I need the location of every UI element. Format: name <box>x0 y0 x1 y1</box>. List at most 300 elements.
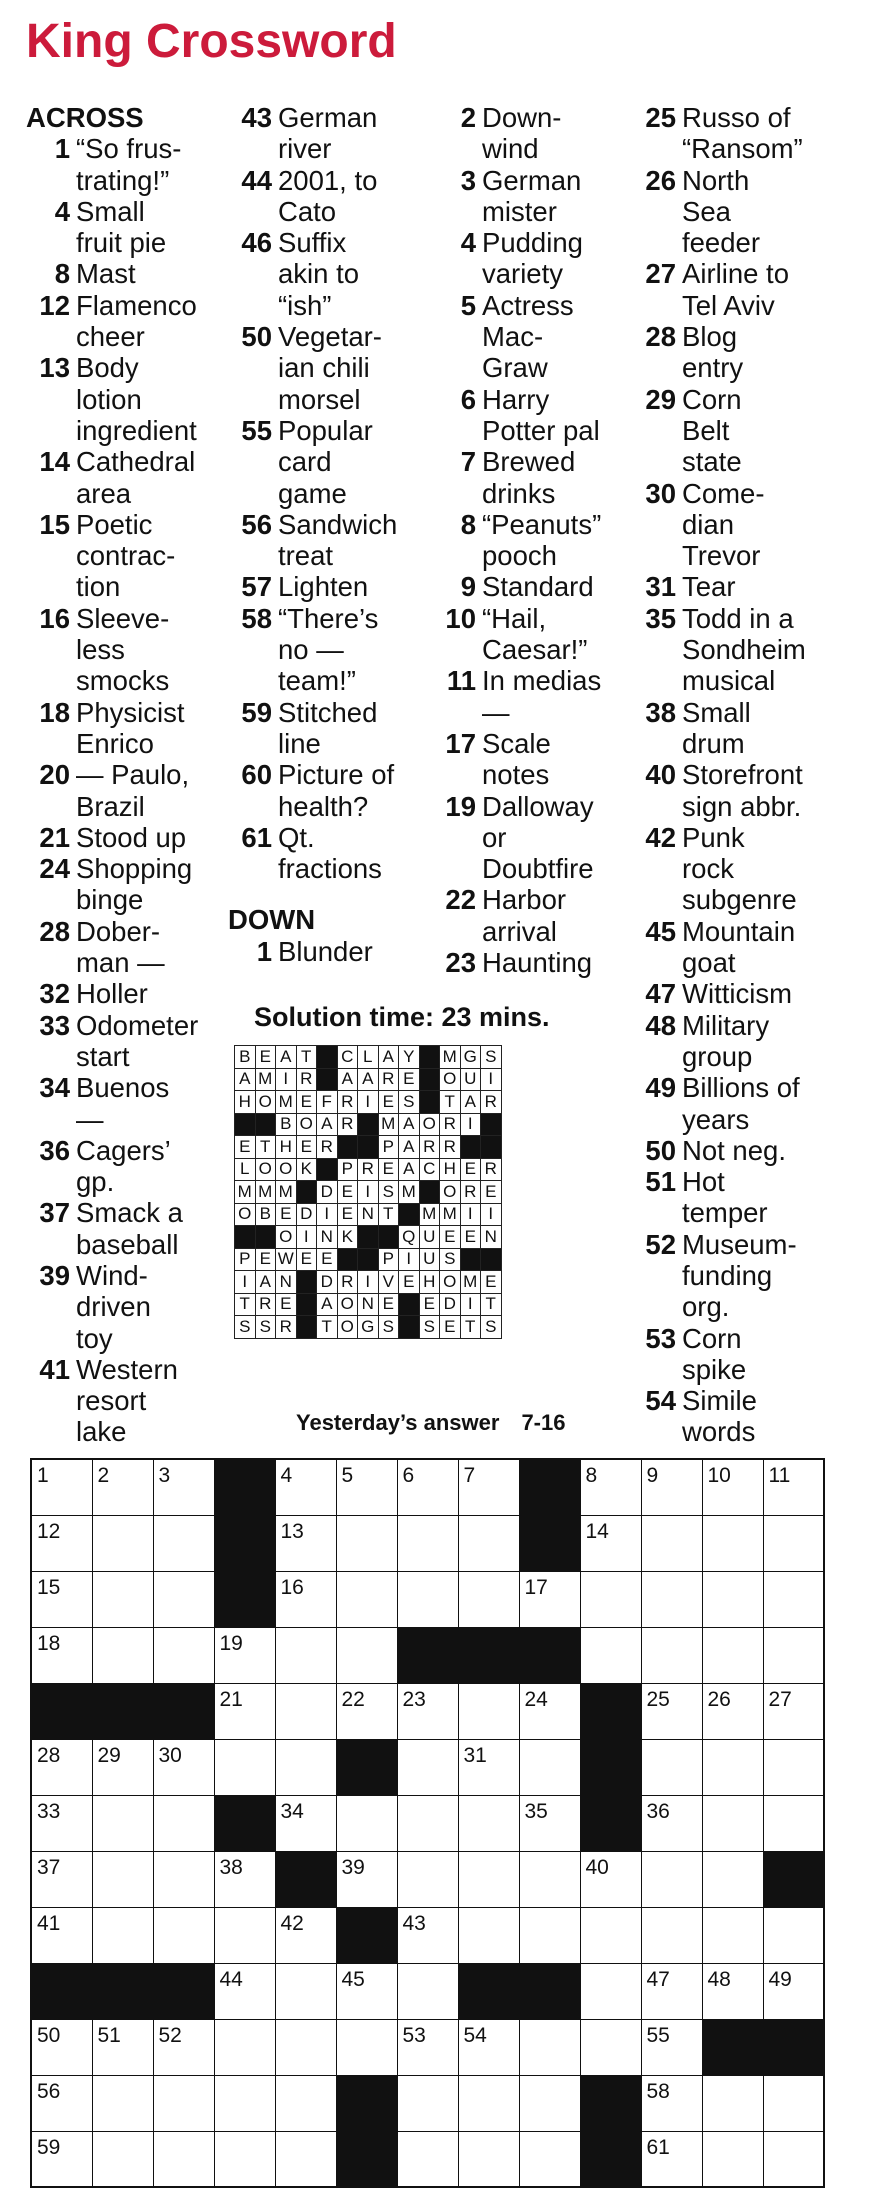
grid-cell[interactable] <box>275 2131 336 2187</box>
grid-cell[interactable] <box>153 1627 214 1683</box>
cell-number: 35 <box>524 1799 548 1823</box>
grid-cell[interactable] <box>214 1683 275 1739</box>
clue-text: Brewed drinks <box>482 446 576 509</box>
grid-block <box>397 1627 458 1683</box>
across-clue <box>26 916 226 979</box>
clue-text: Western resort lake <box>76 1353 178 1448</box>
grid-cell[interactable] <box>92 1627 153 1683</box>
grid-row <box>31 1739 824 1795</box>
grid-cell[interactable] <box>31 1515 92 1571</box>
grid-row <box>31 1851 824 1907</box>
grid-cell[interactable] <box>336 1627 397 1683</box>
answer-cell: R <box>481 1091 502 1114</box>
down-clue <box>432 446 632 509</box>
grid-cell[interactable] <box>641 1571 702 1627</box>
grid-cell[interactable] <box>763 1571 824 1627</box>
grid-block <box>92 1683 153 1739</box>
cell-number: 36 <box>646 1799 670 1823</box>
grid-cell[interactable] <box>92 1795 153 1851</box>
grid-cell[interactable] <box>153 2019 214 2075</box>
cell-number: 17 <box>524 1575 548 1599</box>
grid-cell[interactable] <box>214 1963 275 2019</box>
grid-cell[interactable] <box>702 2131 763 2187</box>
answer-cell: E <box>378 1158 399 1181</box>
grid-cell[interactable] <box>519 1571 580 1627</box>
grid-cell[interactable] <box>336 1459 397 1515</box>
grid-block <box>519 1627 580 1683</box>
answer-cell: N <box>358 1203 379 1226</box>
grid-cell[interactable] <box>763 1907 824 1963</box>
answer-row <box>235 1293 502 1316</box>
answer-cell: D <box>317 1271 338 1294</box>
answer-cell: S <box>440 1248 461 1271</box>
grid-cell[interactable] <box>519 1851 580 1907</box>
grid-cell[interactable] <box>458 1459 519 1515</box>
answer-cell: E <box>378 1293 399 1316</box>
answer-cell: M <box>255 1181 276 1204</box>
grid-cell[interactable] <box>702 1851 763 1907</box>
clue-text: Sandwich treat <box>278 508 398 572</box>
grid-cell[interactable] <box>641 2131 702 2187</box>
grid-cell[interactable] <box>641 1907 702 1963</box>
clue-number: 1 <box>256 935 272 967</box>
down-clue <box>432 290 632 384</box>
grid-cell[interactable] <box>580 2019 641 2075</box>
grid-cell[interactable] <box>153 1571 214 1627</box>
grid-cell[interactable] <box>702 1963 763 2019</box>
across-clue <box>26 1135 226 1198</box>
clue-number: 47 <box>645 978 676 1010</box>
clue-text: Flamenco cheer <box>76 289 197 353</box>
clue-number: 28 <box>645 321 676 353</box>
answer-cell: O <box>440 1271 461 1294</box>
grid-cell[interactable] <box>92 2019 153 2075</box>
answer-cell: R <box>337 1113 358 1136</box>
grid-cell[interactable] <box>763 1963 824 2019</box>
grid-cell[interactable] <box>580 1963 641 2019</box>
grid-cell[interactable] <box>641 2019 702 2075</box>
grid-cell[interactable] <box>641 2075 702 2131</box>
answer-cell: T <box>460 1316 481 1339</box>
grid-cell[interactable] <box>153 2075 214 2131</box>
grid-cell[interactable] <box>31 2075 92 2131</box>
grid-cell[interactable] <box>336 1515 397 1571</box>
clue-number: 16 <box>39 602 70 634</box>
grid-cell[interactable] <box>275 1795 336 1851</box>
clue-number: 36 <box>39 1134 70 1166</box>
grid-cell[interactable] <box>580 1571 641 1627</box>
grid-block <box>519 1459 580 1515</box>
grid-cell[interactable] <box>702 1459 763 1515</box>
answer-cell: E <box>255 1248 276 1271</box>
grid-block <box>153 1963 214 2019</box>
yesterdays-answer-caption <box>296 1410 565 1436</box>
grid-block <box>458 1963 519 2019</box>
clue-text: Military group <box>682 1009 770 1072</box>
grid-cell[interactable] <box>763 2131 824 2187</box>
answer-block <box>235 1113 256 1136</box>
grid-cell[interactable] <box>214 1907 275 1963</box>
answer-cell: R <box>460 1181 481 1204</box>
answer-cell: I <box>460 1113 481 1136</box>
grid-cell[interactable] <box>153 1515 214 1571</box>
clue-number: 38 <box>645 696 676 728</box>
grid-cell[interactable] <box>275 1907 336 1963</box>
answer-cell: W <box>276 1248 297 1271</box>
answer-row <box>235 1158 502 1181</box>
yesterdays-answer-grid <box>234 1045 502 1339</box>
grid-cell[interactable] <box>458 1795 519 1851</box>
answer-cell: Y <box>399 1046 420 1069</box>
grid-cell[interactable] <box>214 1851 275 1907</box>
cell-number: 16 <box>280 1575 304 1599</box>
clue-number: 23 <box>445 947 476 979</box>
answer-block <box>378 1226 399 1249</box>
answer-block <box>317 1158 338 1181</box>
cell-number: 5 <box>341 1464 354 1487</box>
grid-cell[interactable] <box>519 2075 580 2131</box>
grid-cell[interactable] <box>92 1739 153 1795</box>
down-clue <box>632 571 864 602</box>
grid-cell[interactable] <box>458 1851 519 1907</box>
across-clue <box>228 759 438 822</box>
cell-number: 30 <box>158 1743 182 1767</box>
answer-cell: T <box>296 1046 317 1069</box>
grid-cell[interactable] <box>702 1683 763 1739</box>
grid-cell[interactable] <box>397 2131 458 2187</box>
clue-number: 21 <box>39 821 70 853</box>
answer-cell: I <box>235 1271 256 1294</box>
grid-cell[interactable] <box>214 1627 275 1683</box>
answer-cell: M <box>276 1181 297 1204</box>
answer-cell: H <box>235 1091 256 1114</box>
grid-cell[interactable] <box>275 2019 336 2075</box>
cell-number: 2 <box>97 1464 110 1487</box>
clue-number: 50 <box>241 321 272 353</box>
grid-cell[interactable] <box>641 1627 702 1683</box>
clue-text: Poetic contrac- tion <box>76 508 176 603</box>
grid-cell[interactable] <box>702 1627 763 1683</box>
grid-cell[interactable] <box>153 1907 214 1963</box>
answer-cell: A <box>358 1068 379 1091</box>
clue-text: Corn spike <box>682 1322 747 1385</box>
answer-row <box>235 1248 502 1271</box>
grid-cell[interactable] <box>275 1963 336 2019</box>
across-clue <box>26 258 226 289</box>
grid-row <box>31 2131 824 2187</box>
down-clue <box>632 1229 864 1323</box>
clue-text: Small drum <box>682 696 751 759</box>
clue-text: Physicist Enrico <box>76 696 185 759</box>
grid-cell[interactable] <box>275 1627 336 1683</box>
grid-cell[interactable] <box>92 1571 153 1627</box>
cell-number: 9 <box>646 1464 659 1487</box>
grid-cell[interactable] <box>702 1515 763 1571</box>
grid-cell[interactable] <box>275 1571 336 1627</box>
answer-cell: O <box>255 1091 276 1114</box>
grid-cell[interactable] <box>702 1571 763 1627</box>
grid-cell[interactable] <box>763 1459 824 1515</box>
down-clue <box>632 1072 864 1135</box>
grid-cell[interactable] <box>336 2019 397 2075</box>
answer-cell: A <box>317 1293 338 1316</box>
down-clue <box>432 728 632 791</box>
grid-cell[interactable] <box>92 1851 153 1907</box>
clue-number: 6 <box>460 383 476 415</box>
cell-number: 1 <box>37 1464 49 1487</box>
answer-cell: O <box>337 1316 358 1339</box>
grid-cell[interactable] <box>153 1459 214 1515</box>
grid-block <box>336 2131 397 2187</box>
clue-number: 19 <box>445 790 476 822</box>
grid-cell[interactable] <box>336 1851 397 1907</box>
grid-cell[interactable] <box>458 1571 519 1627</box>
grid-cell[interactable] <box>458 1907 519 1963</box>
grid-cell[interactable] <box>458 1515 519 1571</box>
grid-cell[interactable] <box>702 1739 763 1795</box>
grid-row <box>31 1963 824 2019</box>
clue-text: Small fruit pie <box>76 195 167 259</box>
clue-text: 2001, to Cato <box>278 164 378 227</box>
cell-number: 56 <box>37 2079 61 2103</box>
clue-text: Mountain goat <box>682 915 796 979</box>
answer-cell: N <box>481 1226 502 1249</box>
answer-cell: T <box>235 1293 256 1316</box>
grid-cell[interactable] <box>641 1739 702 1795</box>
grid-cell[interactable] <box>763 1795 824 1851</box>
grid-cell[interactable] <box>763 1739 824 1795</box>
answer-cell: E <box>296 1136 317 1159</box>
grid-cell[interactable] <box>702 2075 763 2131</box>
grid-cell[interactable] <box>519 1795 580 1851</box>
crossword-grid <box>30 1458 825 2188</box>
grid-cell[interactable] <box>763 2075 824 2131</box>
grid-cell[interactable] <box>31 2131 92 2187</box>
grid-cell[interactable] <box>702 1795 763 1851</box>
clue-text: Popular card game <box>278 414 373 509</box>
grid-cell[interactable] <box>458 2019 519 2075</box>
grid-cell[interactable] <box>519 2131 580 2187</box>
grid-cell[interactable] <box>641 1963 702 2019</box>
grid-cell[interactable] <box>580 1515 641 1571</box>
grid-cell[interactable] <box>31 1739 92 1795</box>
grid-cell[interactable] <box>519 1683 580 1739</box>
cell-number: 3 <box>158 1464 171 1487</box>
cell-number: 61 <box>646 2135 670 2159</box>
clue-number: 8 <box>54 258 70 290</box>
cell-number: 8 <box>585 1464 598 1487</box>
clue-number: 28 <box>39 915 70 947</box>
answer-row <box>235 1091 502 1114</box>
answer-cell: B <box>255 1203 276 1226</box>
grid-cell[interactable] <box>214 1739 275 1795</box>
clue-number: 42 <box>645 821 676 853</box>
cell-number: 45 <box>341 1967 365 1991</box>
grid-block <box>519 1963 580 2019</box>
answer-cell: O <box>440 1068 461 1091</box>
grid-cell[interactable] <box>31 2019 92 2075</box>
cell-number: 39 <box>341 1855 365 1879</box>
grid-cell[interactable] <box>336 1795 397 1851</box>
grid-cell[interactable] <box>92 1515 153 1571</box>
grid-block <box>153 1683 214 1739</box>
grid-cell[interactable] <box>214 2131 275 2187</box>
grid-cell[interactable] <box>31 1907 92 1963</box>
clue-text: German river <box>278 102 378 165</box>
clue-number: 46 <box>241 227 272 259</box>
grid-cell[interactable] <box>458 1739 519 1795</box>
answer-cell: S <box>235 1316 256 1339</box>
answer-cell: M <box>255 1068 276 1091</box>
answer-cell: E <box>460 1226 481 1249</box>
grid-cell[interactable] <box>92 1459 153 1515</box>
answer-cell: I <box>481 1068 502 1091</box>
clue-number: 15 <box>39 508 70 540</box>
grid-cell[interactable] <box>519 2019 580 2075</box>
answer-cell: L <box>235 1158 256 1181</box>
grid-cell[interactable] <box>92 2131 153 2187</box>
answer-block <box>419 1091 440 1114</box>
grid-cell[interactable] <box>458 1683 519 1739</box>
grid-cell[interactable] <box>641 1795 702 1851</box>
grid-cell[interactable] <box>275 1739 336 1795</box>
clue-number: 26 <box>645 164 676 196</box>
grid-cell[interactable] <box>214 2019 275 2075</box>
clue-number: 5 <box>460 289 476 321</box>
grid-cell[interactable] <box>580 1907 641 1963</box>
cell-number: 50 <box>37 2023 61 2047</box>
grid-cell[interactable] <box>641 1515 702 1571</box>
down-clue <box>432 603 632 666</box>
clue-text: Odometer start <box>76 1009 199 1072</box>
grid-cell[interactable] <box>641 1683 702 1739</box>
grid-cell[interactable] <box>336 1571 397 1627</box>
grid-cell[interactable] <box>336 1683 397 1739</box>
answer-cell: E <box>481 1271 502 1294</box>
clue-text: Mast <box>76 258 136 290</box>
answer-cell: Q <box>399 1226 420 1249</box>
grid-cell[interactable] <box>397 1795 458 1851</box>
answer-cell: S <box>481 1046 502 1069</box>
answer-cell: R <box>358 1158 379 1181</box>
grid-cell[interactable] <box>397 1683 458 1739</box>
clue-text: Come- dian Trevor <box>682 477 765 572</box>
answer-cell: R <box>378 1068 399 1091</box>
clue-number: 59 <box>241 696 272 728</box>
cell-number: 34 <box>280 1799 304 1823</box>
clue-number: 53 <box>645 1322 676 1354</box>
answer-block <box>296 1293 317 1316</box>
grid-cell[interactable] <box>153 1795 214 1851</box>
grid-cell[interactable] <box>397 1515 458 1571</box>
grid-cell[interactable] <box>519 1739 580 1795</box>
across-clue <box>228 697 438 760</box>
answer-cell: I <box>358 1271 379 1294</box>
grid-cell[interactable] <box>31 1627 92 1683</box>
clue-text: Dalloway or Doubtfire <box>482 790 594 885</box>
grid-cell[interactable] <box>92 1907 153 1963</box>
clue-text: Scale notes <box>482 727 551 791</box>
grid-block <box>214 1459 275 1515</box>
grid-cell[interactable] <box>31 1795 92 1851</box>
grid-cell[interactable] <box>702 1907 763 1963</box>
grid-block <box>519 1515 580 1571</box>
grid-cell[interactable] <box>580 1627 641 1683</box>
grid-cell[interactable] <box>92 2075 153 2131</box>
clue-number: 7 <box>460 446 476 478</box>
answer-block <box>481 1136 502 1159</box>
answer-cell: E <box>317 1248 338 1271</box>
grid-cell[interactable] <box>275 2075 336 2131</box>
grid-cell[interactable] <box>397 1571 458 1627</box>
grid-cell[interactable] <box>153 1851 214 1907</box>
grid-cell[interactable] <box>336 1963 397 2019</box>
grid-cell[interactable] <box>641 1851 702 1907</box>
grid-cell[interactable] <box>397 2075 458 2131</box>
grid-cell[interactable] <box>763 1683 824 1739</box>
clue-text: Dober- man — <box>76 915 165 979</box>
answer-cell: R <box>440 1136 461 1159</box>
grid-cell[interactable] <box>214 2075 275 2131</box>
clue-number: 32 <box>39 978 70 1010</box>
cell-number: 40 <box>585 1855 609 1879</box>
grid-cell[interactable] <box>397 2019 458 2075</box>
grid-cell[interactable] <box>580 1851 641 1907</box>
grid-cell[interactable] <box>458 2075 519 2131</box>
clue-text: Tear <box>682 571 736 603</box>
clue-number: 12 <box>39 289 70 321</box>
grid-cell[interactable] <box>275 1515 336 1571</box>
clue-number: 20 <box>39 759 70 791</box>
grid-block <box>763 2019 824 2075</box>
grid-cell[interactable] <box>275 1683 336 1739</box>
grid-cell[interactable] <box>397 1907 458 1963</box>
grid-cell[interactable] <box>31 1851 92 1907</box>
down-clue <box>632 1135 864 1166</box>
answer-row <box>235 1226 502 1249</box>
yesterdays-answer-label: Yesterday’s answer <box>296 1410 500 1435</box>
cell-number: 22 <box>341 1687 365 1711</box>
answer-cell: I <box>317 1203 338 1226</box>
clue-text: Actress Mac- Graw <box>482 289 574 384</box>
grid-row <box>31 2075 824 2131</box>
grid-cell[interactable] <box>763 1627 824 1683</box>
answer-cell: I <box>276 1068 297 1091</box>
grid-cell[interactable] <box>397 1963 458 2019</box>
grid-block <box>580 1795 641 1851</box>
grid-cell[interactable] <box>763 1515 824 1571</box>
grid-cell[interactable] <box>31 1571 92 1627</box>
grid-cell[interactable] <box>153 1739 214 1795</box>
answer-cell: U <box>419 1248 440 1271</box>
grid-cell[interactable] <box>458 2131 519 2187</box>
clue-text: Lighten <box>278 571 369 603</box>
grid-cell[interactable] <box>397 1459 458 1515</box>
grid-cell[interactable] <box>641 1459 702 1515</box>
grid-cell[interactable] <box>519 1907 580 1963</box>
grid-cell[interactable] <box>275 1459 336 1515</box>
grid-cell[interactable] <box>397 1851 458 1907</box>
grid-cell[interactable] <box>580 1459 641 1515</box>
answer-cell: L <box>358 1046 379 1069</box>
clue-number: 27 <box>645 258 676 290</box>
clue-text: Blog entry <box>682 321 744 384</box>
grid-cell[interactable] <box>153 2131 214 2187</box>
grid-cell[interactable] <box>397 1739 458 1795</box>
down-clue <box>432 947 632 978</box>
grid-cell[interactable] <box>31 1459 92 1515</box>
clue-number: 34 <box>39 1072 70 1104</box>
